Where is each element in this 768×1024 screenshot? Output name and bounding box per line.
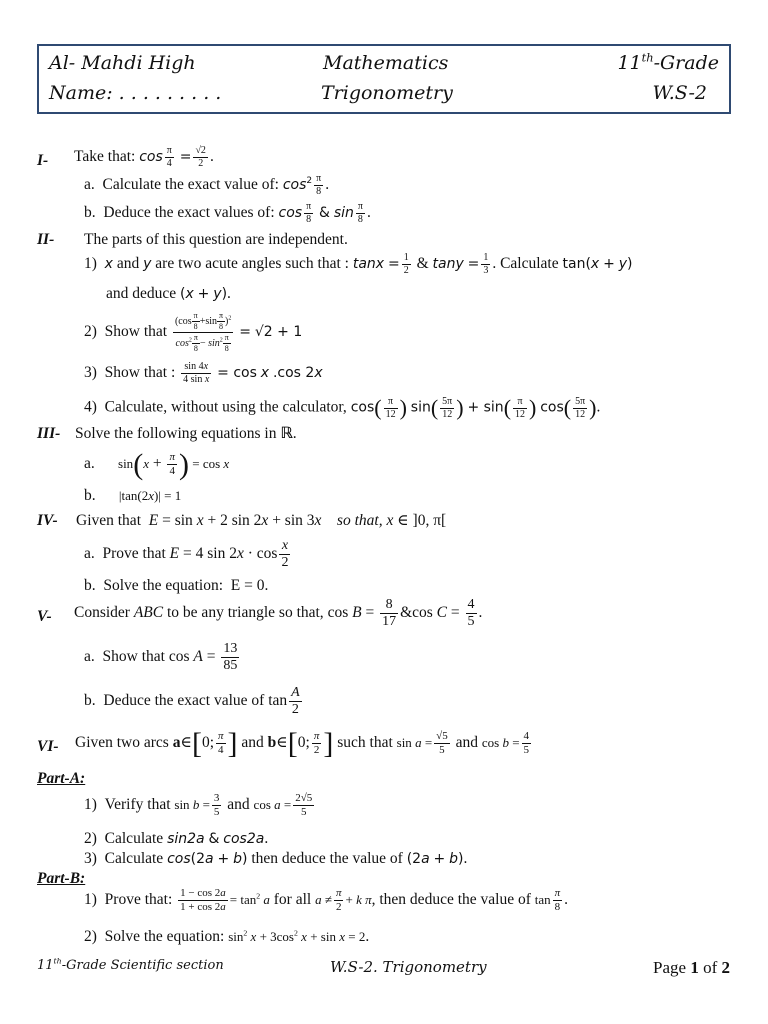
- part-a-title: Part-A:: [37, 770, 86, 787]
- school-name: Al- Mahdi High: [49, 52, 196, 74]
- section-number: I-: [37, 152, 49, 169]
- section-ii-q4: 4) Calculate, without using the calculator, cos( $\frac{\pi}{12}$ ) sin( $\frac{5\pi}{12}$ ) + sin( $\frac{\pi}{12}$ ) cos( $\frac{5\pi}{12}$ ).: [84, 395, 601, 420]
- section-iv-a: a. Prove that E = 4 sin 2x · cos $\frac{x}{2}$: [84, 538, 289, 570]
- section-ii-q1-cont: and deduce (x + y).: [106, 285, 231, 302]
- section-i-intro: Take that: cos $\frac{\pi}{4}$ = $\frac{√2}{2}$ .: [74, 145, 214, 169]
- header-box: [37, 44, 731, 114]
- subject: Mathematics: [323, 52, 449, 74]
- part-a-q2: 2) Calculate sin2a & cos2a.: [84, 830, 269, 847]
- part-a-q3: 3) Calculate cos(2a + b) then deduce the value of (2a + b).: [84, 850, 468, 867]
- section-iii-b: b. |tan(2x)| = 1: [84, 487, 182, 504]
- section-i-b: b. Deduce the exact values of: cos $\frac{\pi}{8}$ & sin $\frac{\pi}{8}$ .: [84, 201, 371, 225]
- section-v-a: a. Show that cos A = $\frac{13}{85}$: [84, 641, 238, 673]
- section-number: II-: [37, 231, 55, 248]
- section-v-b: b. Deduce the exact value of tan $\frac{A}{2}$: [84, 685, 300, 717]
- topic: Trigonometry: [321, 82, 453, 104]
- grade: 11th-Grade: [617, 50, 719, 74]
- student-name-field: Name: . . . . . . . . .: [49, 82, 222, 104]
- part-b-q2: 2) Solve the equation: $\sin^2 x + 3\cos^2$ x + sin x = 2.: [84, 928, 370, 945]
- footer-title: W.S-2. Trigonometry: [330, 958, 487, 976]
- section-ii-q1: 1) x and y are two acute angles such that : tanx = $\frac{1}{2}$ & tany = $\frac{1}{3}$ . Calculate tan(x + y): [84, 252, 633, 276]
- worksheet-id: W.S-2: [652, 82, 707, 104]
- section-iv-b: b. Solve the equation: E = 0.: [84, 577, 269, 594]
- section-number: IV-: [37, 512, 58, 529]
- part-b-q1: 1) Prove that: $\frac{1 - \cos 2a}{1 + \cos 2a}$ = $\tan^2 a$ for all a ≠ $\frac{\pi}{2}$ + k π, then deduce the value of tan $\frac{\pi}{8}$ .: [84, 887, 569, 913]
- section-iii-intro: Solve the following equations in ℝ.: [75, 424, 297, 442]
- section-number: V-: [37, 608, 52, 625]
- section-ii-q3: 3) Show that : $\frac{\sin 4x}{\text{4 sin x}}$ = cos x .cos 2x: [84, 361, 323, 385]
- part-b-title: Part-B:: [37, 870, 86, 887]
- section-ii-q2: 2) Show that (cos $\frac{\pi}{8}$ +sin $\frac{\pi}{8}$ )$^2$ $\cos^2$ $\frac{\pi}{8}$ − $\sin^2$ $\frac{\pi}{8}$ = √2 + 1: [84, 311, 303, 353]
- section-vi-intro: Given two arcs a∈[0; $\frac{\pi}{4}$ ] and b∈[0; $\frac{\pi}{2}$ ] such that sin a = $\frac{√5}{5}$ and cos b = $\frac{4}{5}$: [75, 727, 530, 760]
- section-number: VI-: [37, 738, 59, 755]
- part-a-q1: 1) Verify that sin b = $\frac{3}{5}$ and cos a = $\frac{2√5}{5}$: [84, 792, 313, 818]
- page-indicator: Page 1 of 2: [653, 958, 730, 977]
- section-i-a: a. Calculate the exact value of: $\cos^2$ $\frac{\pi}{8}$ .: [84, 173, 330, 197]
- footer-section-label: 11th-Grade Scientific section: [37, 956, 224, 973]
- section-v-intro: Consider ABC to be any triangle so that, cos B = $\frac{8}{17}$ &cos C = $\frac{4}{5}$ .: [74, 597, 483, 629]
- section-iii-a: a. sin(x + $\frac{\pi}{4}$ ) = cos x: [84, 448, 230, 481]
- section-number: III-: [37, 425, 61, 442]
- section-ii-intro: The parts of this question are independent.: [84, 231, 348, 248]
- section-iv-intro: Given that E = sin x + 2 sin 2x + sin 3x so that, x ∈ ]0, π[: [76, 512, 447, 529]
